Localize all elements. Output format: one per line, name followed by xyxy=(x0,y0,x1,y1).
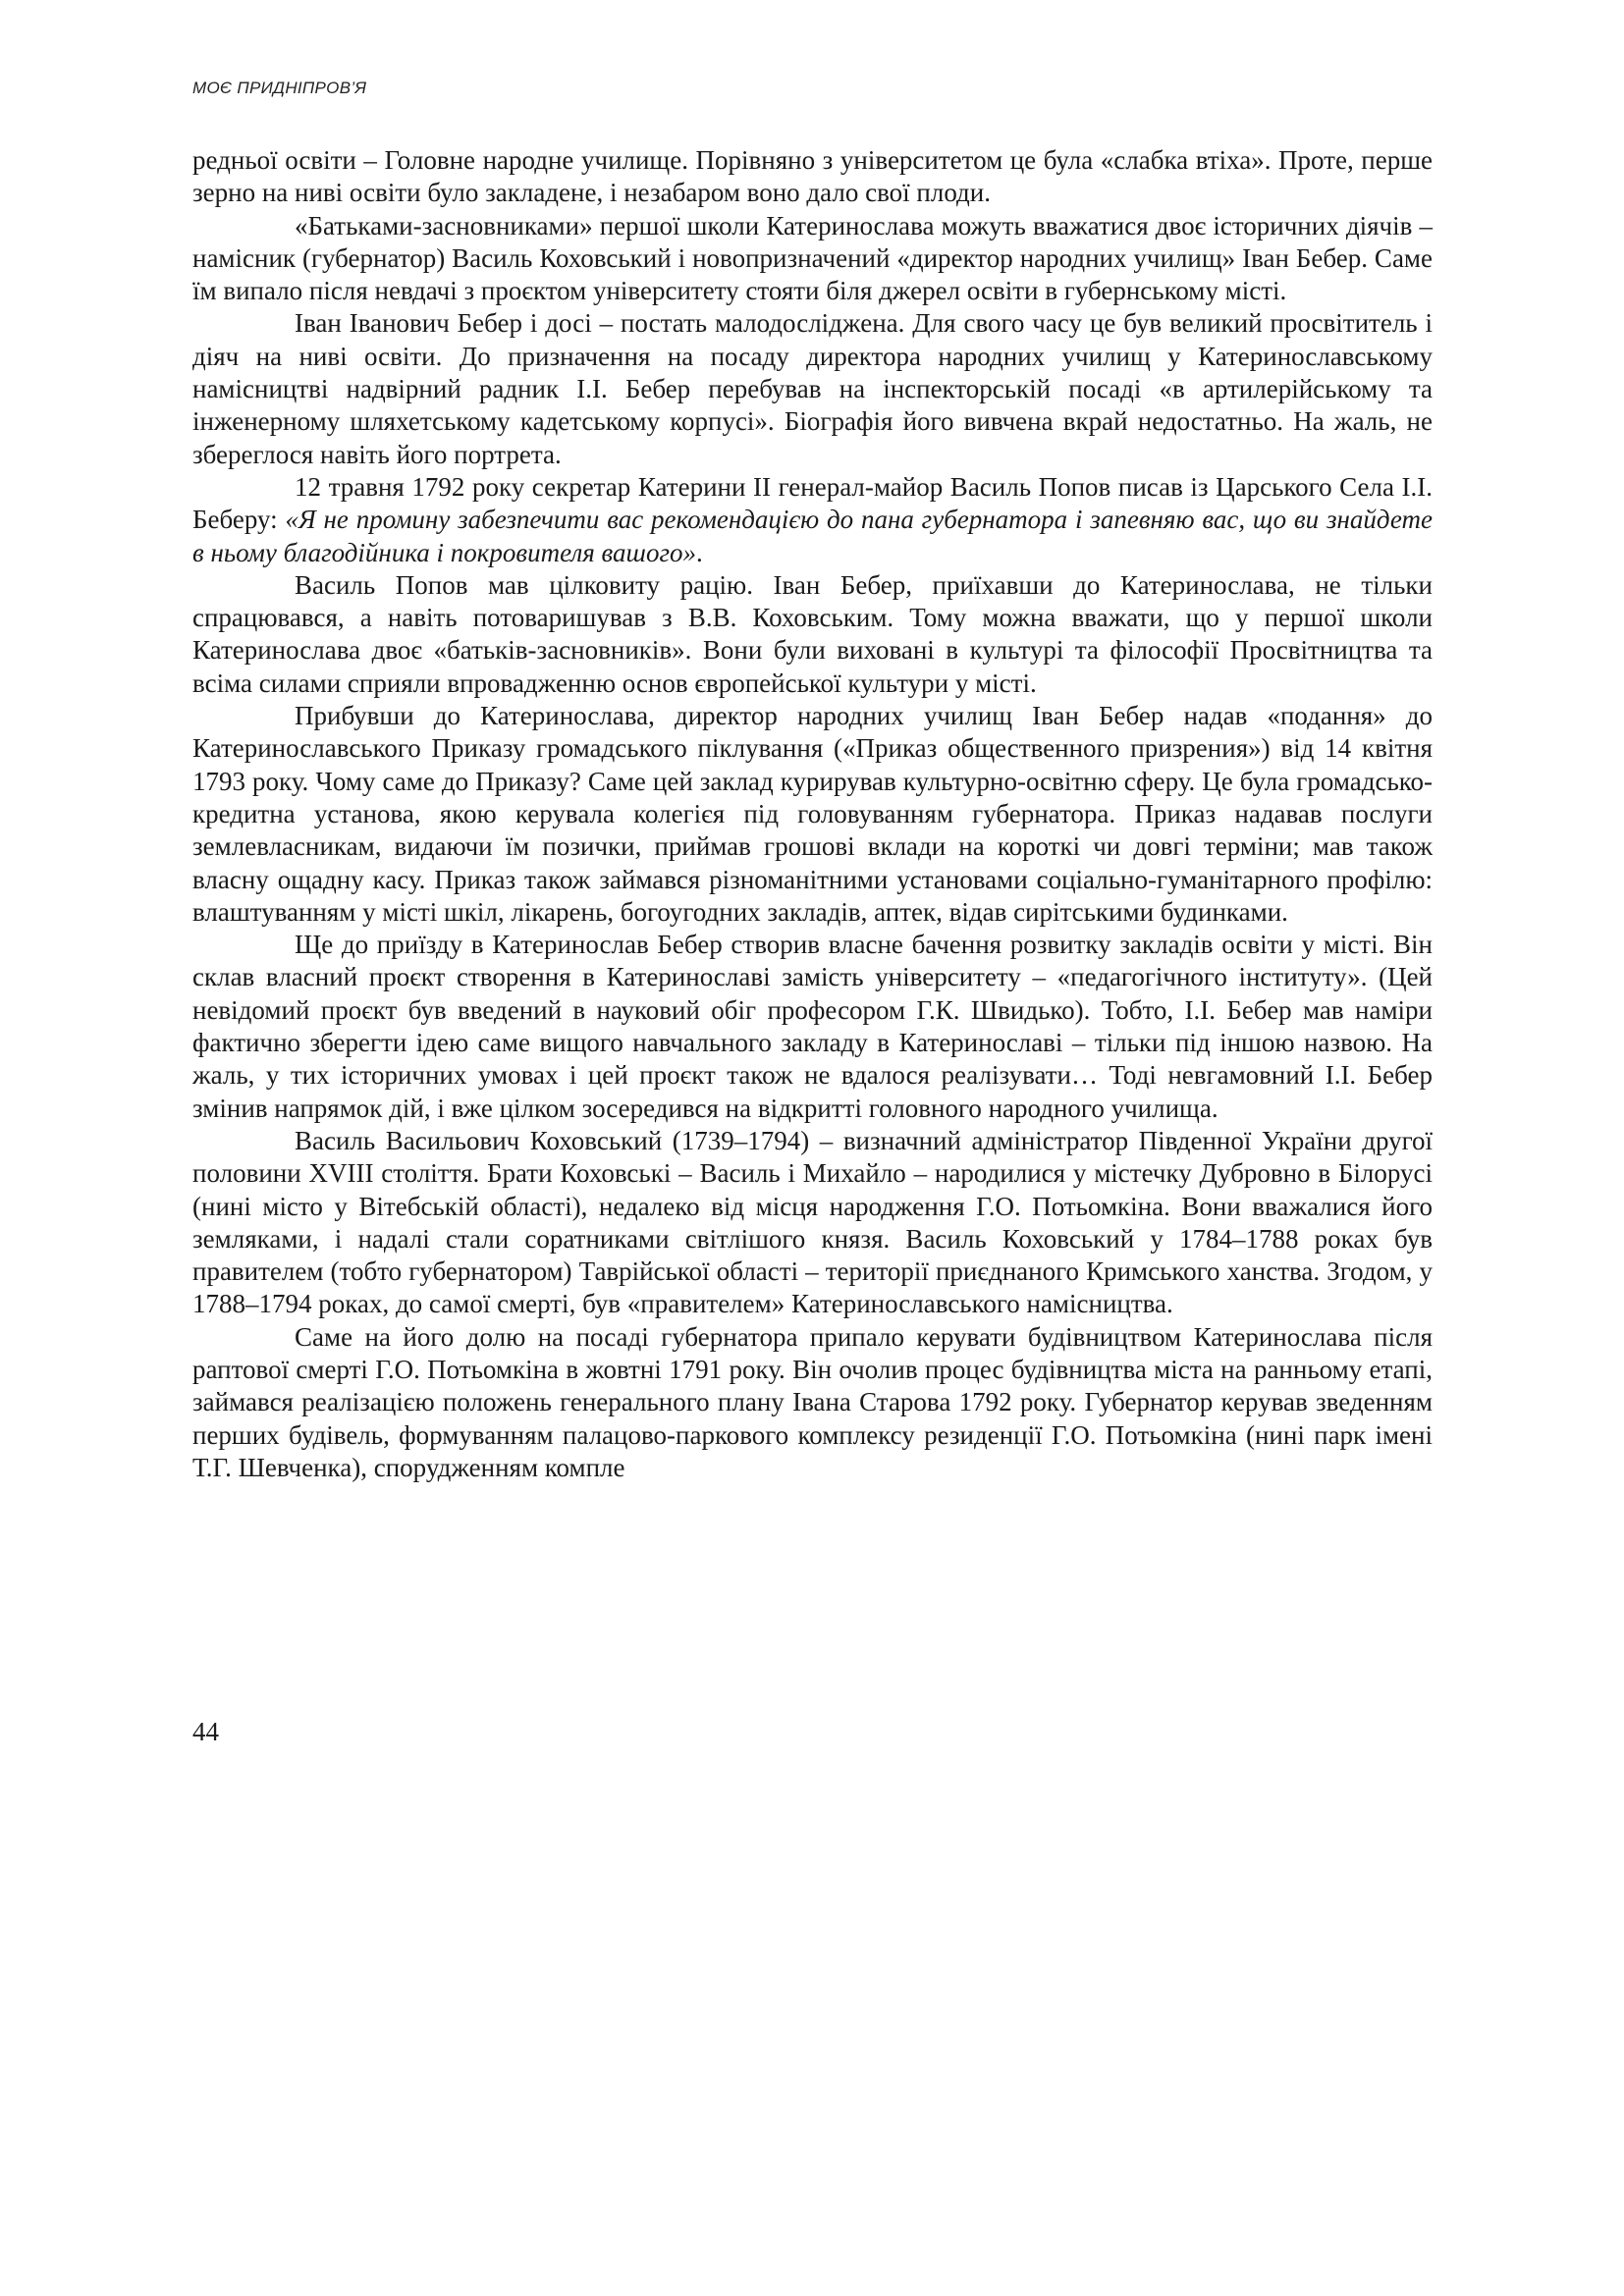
paragraph-2: «Батьками-засновниками» першої школи Катеринослава можуть вважатися двоє історичних діячів – намісник (губернатор) Василь Коховський і новопризначений «директор народних училищ» Іван Бебер. Саме їм випало після невдачі з проєктом університету стояти біля джерел освіти в губернському місті. xyxy=(192,210,1433,306)
paragraph-8: Василь Васильович Коховський (1739–1794) – визначний адміністратор Південної України другої половини XVIII століття. Брати Коховські – Василь і Михайло – народилися у містечку Дубровно в Білорусі (нині місто у Вітебській області), недалеко від місця народження Г.О. Потьомкіна. Вони вважалися його земляками, і надалі стали соратниками світлішого князя. Василь Коховський у 1784–1788 роках був правителем (тобто губернатором) Таврійської області – території приєднаного Кримського ханства. Згодом, у 1788–1794 роках, до самої смерті, був «правителем» Катеринославського намісництва. xyxy=(192,1125,1433,1319)
paragraph-7: Ще до приїзду в Катеринослав Бебер створив власне бачення розвитку закладів освіти у місті. Він склав власний проєкт створення в Катеринославі замість університету – «педагогічного інституту». (Цей невідомий проєкт був введений в науковий обіг професором Г.К. Швидько). Тобто, І.І. Бебер мав наміри фактично зберегти ідею саме вищого навчального закладу в Катеринославі – тільки під іншою назвою. На жаль, у тих історичних умовах і цей проєкт також не вдалося реалізувати… Тоді невгамовний І.І. Бебер змінив напрямок дій, і вже цілком зосередився на відкритті головного народного училища. xyxy=(192,930,1433,1123)
popov-quote: «Я не промину забезпечити вас рекомендацією до пана губернатора і запевняю вас, що ви знайдете в ньому благодійника і покровителя вашого» xyxy=(192,505,1433,567)
article-body xyxy=(192,144,1433,1484)
paragraph-6: Прибувши до Катеринослава, директор народних училищ Іван Бебер надав «подання» до Катеринославського Приказу громадського піклування («Приказ общественного призрения») від 14 квітня 1793 року. Чому саме до Приказу? Саме цей заклад курирував культурно-освітню сферу. Це була громадсько-кредитна установа, якою керувала колегієя під головуванням губернатора. Приказ надавав послуги землевласникам, видаючи їм позички, приймав грошові вклади на короткі чи довгі терміни; мав також власну ощадну касу. Приказ також займався різноманітними установами соціально-гуманітарного профілю: влаштуванням у місті шкіл, лікарень, богоугодних закладів, аптек, відав сирітськими будинками. xyxy=(192,701,1433,927)
paragraph-3: Іван Іванович Бебер і досі – постать малодосліджена. Для свого часу це був великий просвітитель і діяч на ниві освіти. До призначення на посаду директора народних училищ у Катеринославському намісництві надвірний радник І.І. Бебер перебував на інспекторській посаді «в артилерійському та інженерному шляхетському кадетському корпусі». Біографія його вивчена вкрай недостатньо. На жаль, не збереглося навіть його портрета. xyxy=(192,308,1433,469)
paragraph-5: Василь Попов мав цілковиту рацію. Іван Бебер, приїхавши до Катеринослава, не тільки спрацювався, а навіть потоваришував з В.В. Коховським. Тому можна вважати, що у першої школи Катеринослава двоє «батьків-засновників». Вони були виховані в культурі та філософії Просвітництва та всіма силами сприяли впровадженню основ європейської культури у місті. xyxy=(192,569,1433,698)
paragraph-4-tail: . xyxy=(695,537,703,567)
page-number: 44 xyxy=(192,1717,219,1746)
paragraph-4 xyxy=(192,471,1433,569)
paragraph-1: редньої освіти – Головне народне училище. Порівняно з університетом це була «слабка втіха». Проте, перше зерно на ниві освіти було закладене, і незабаром воно дало свої плоди. xyxy=(192,145,1433,208)
paragraph-9: Саме на його долю на посаді губернатора припало керувати будівництвом Катеринослава після раптової смерті Г.О. Потьомкіна в жовтні 1791 року. Він очолив процес будівництва міста на ранньому етапі, займався реалізацією положень генерального плану Івана Старова 1792 року. Губернатор керував зведенням перших будівель, формуванням палацово-паркового комплексу резиденції Г.О. Потьомкіна (нині парк імені Т.Г. Шевченка), спорудженням компле xyxy=(192,1321,1433,1482)
running-header: МОЄ ПРИДНІПРОВ’Я xyxy=(192,79,367,97)
paragraph-4-text: 12 травня 1792 року секретар Катерини ІІ генерал-майор Василь Попов писав із Царського Села І.І. Беберу: xyxy=(192,471,1433,535)
